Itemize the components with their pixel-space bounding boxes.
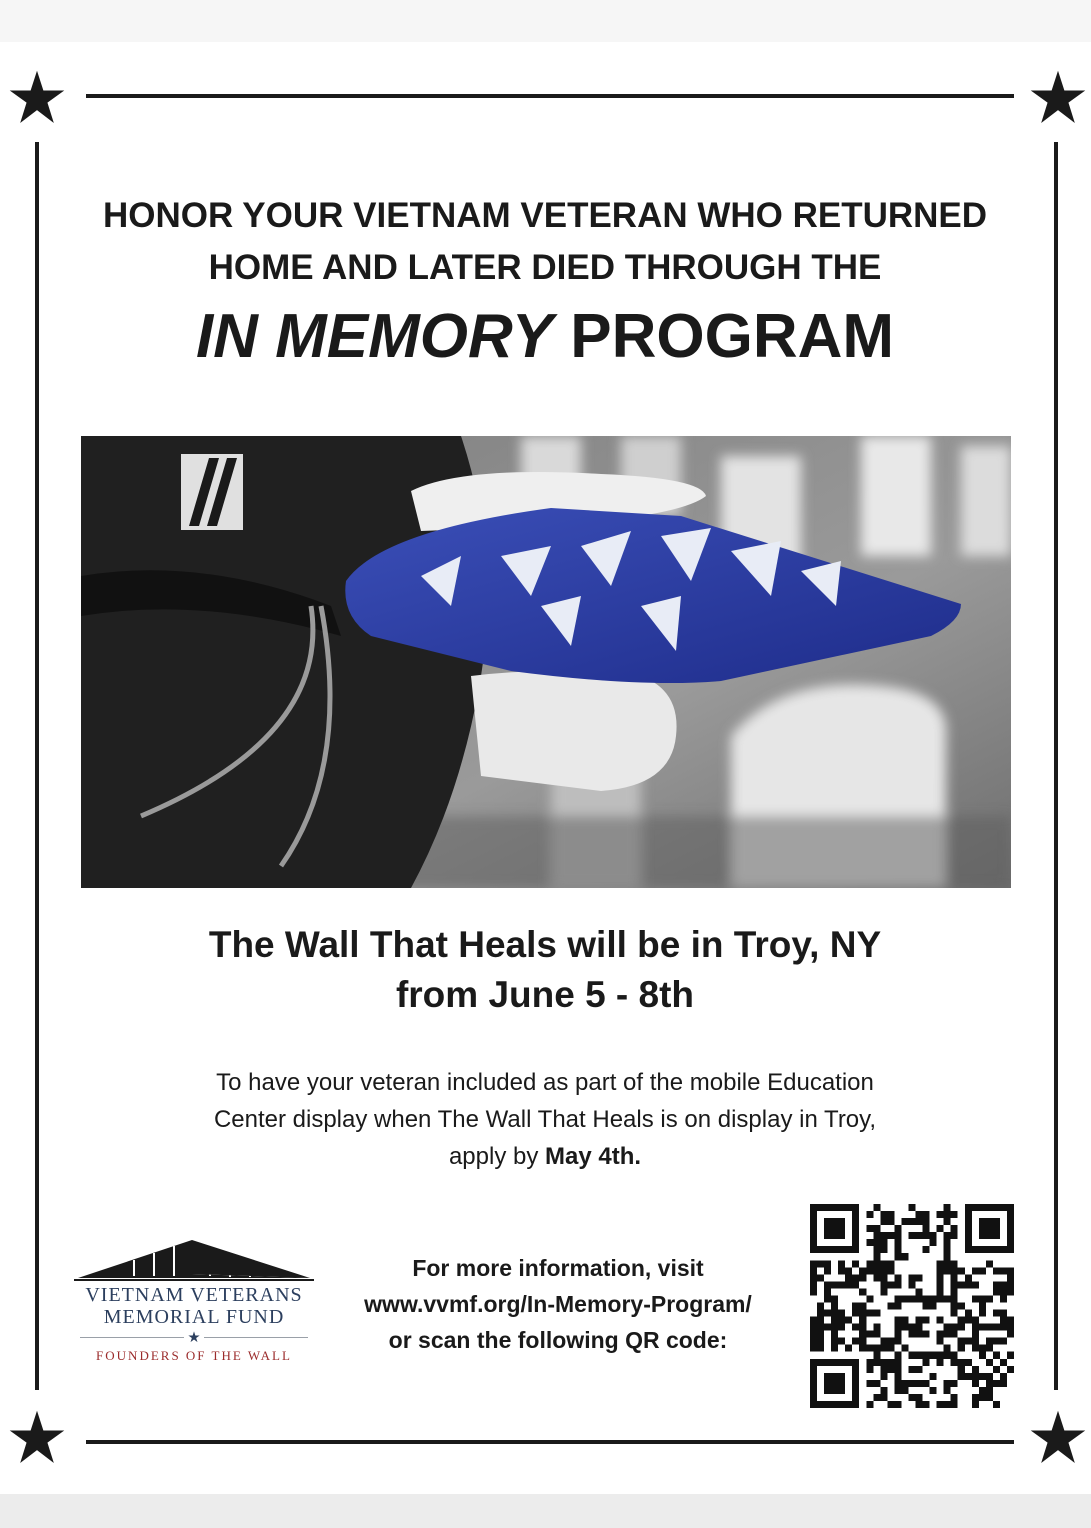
- apply-line-3: [100, 1138, 990, 1175]
- star-icon: [1029, 69, 1087, 127]
- left-border-line: [35, 142, 39, 1390]
- apply-text: [100, 1064, 990, 1175]
- qr-code[interactable]: [810, 1204, 1014, 1408]
- bottom-band: [0, 1494, 1091, 1528]
- program-title-italic: IN MEMORY: [195, 302, 554, 371]
- apply-line-2: Center display when The Wall That Heals is on display in Troy,: [213, 1106, 877, 1133]
- top-border-line: [86, 94, 1014, 98]
- logo-rule-right: [204, 1337, 308, 1338]
- right-border-line: [1054, 142, 1058, 1390]
- info-line-1: For more information, visit: [412, 1255, 704, 1281]
- event-line-2: from June 5 - 8th: [395, 974, 695, 1015]
- folded-flag-illustration: [81, 436, 1011, 888]
- headline: [60, 190, 1030, 294]
- apply-prefix: apply by: [448, 1143, 539, 1170]
- event-line-1: The Wall That Heals will be in Troy, NY: [208, 924, 882, 965]
- logo-name-line-1: VIETNAM VETERANS: [85, 1284, 303, 1306]
- wall-logo-icon: [74, 1236, 314, 1282]
- logo-name-line-2: MEMORIAL FUND: [103, 1306, 285, 1328]
- star-icon: [8, 69, 66, 127]
- vvmf-logo: [74, 1236, 314, 1376]
- info-line-3: or scan the following QR code:: [388, 1327, 728, 1353]
- star-icon: [1029, 1409, 1087, 1467]
- logo-star-icon: [188, 1331, 200, 1343]
- program-title: [60, 300, 1030, 374]
- event-info: [60, 920, 1030, 1020]
- apply-deadline: May 4th.: [545, 1143, 642, 1170]
- info-url[interactable]: www.vvmf.org/In-Memory-Program/: [364, 1291, 752, 1317]
- more-info: [318, 1250, 798, 1358]
- star-icon: [8, 1409, 66, 1467]
- qr-code-icon: [810, 1204, 1014, 1408]
- logo-rule-left: [80, 1337, 184, 1338]
- bottom-border-line: [86, 1440, 1014, 1444]
- apply-line-1: To have your veteran included as part of the mobile Education: [216, 1069, 874, 1096]
- program-title-rest: PROGRAM: [570, 302, 895, 371]
- folded-flag-photo: [81, 436, 1011, 888]
- headline-line-2: HOME AND LATER DIED THROUGH THE: [208, 248, 882, 287]
- logo-tagline: FOUNDERS OF THE WALL: [96, 1348, 292, 1363]
- top-band: [0, 0, 1091, 42]
- headline-line-1: HONOR YOUR VIETNAM VETERAN WHO RETURNED: [102, 196, 988, 235]
